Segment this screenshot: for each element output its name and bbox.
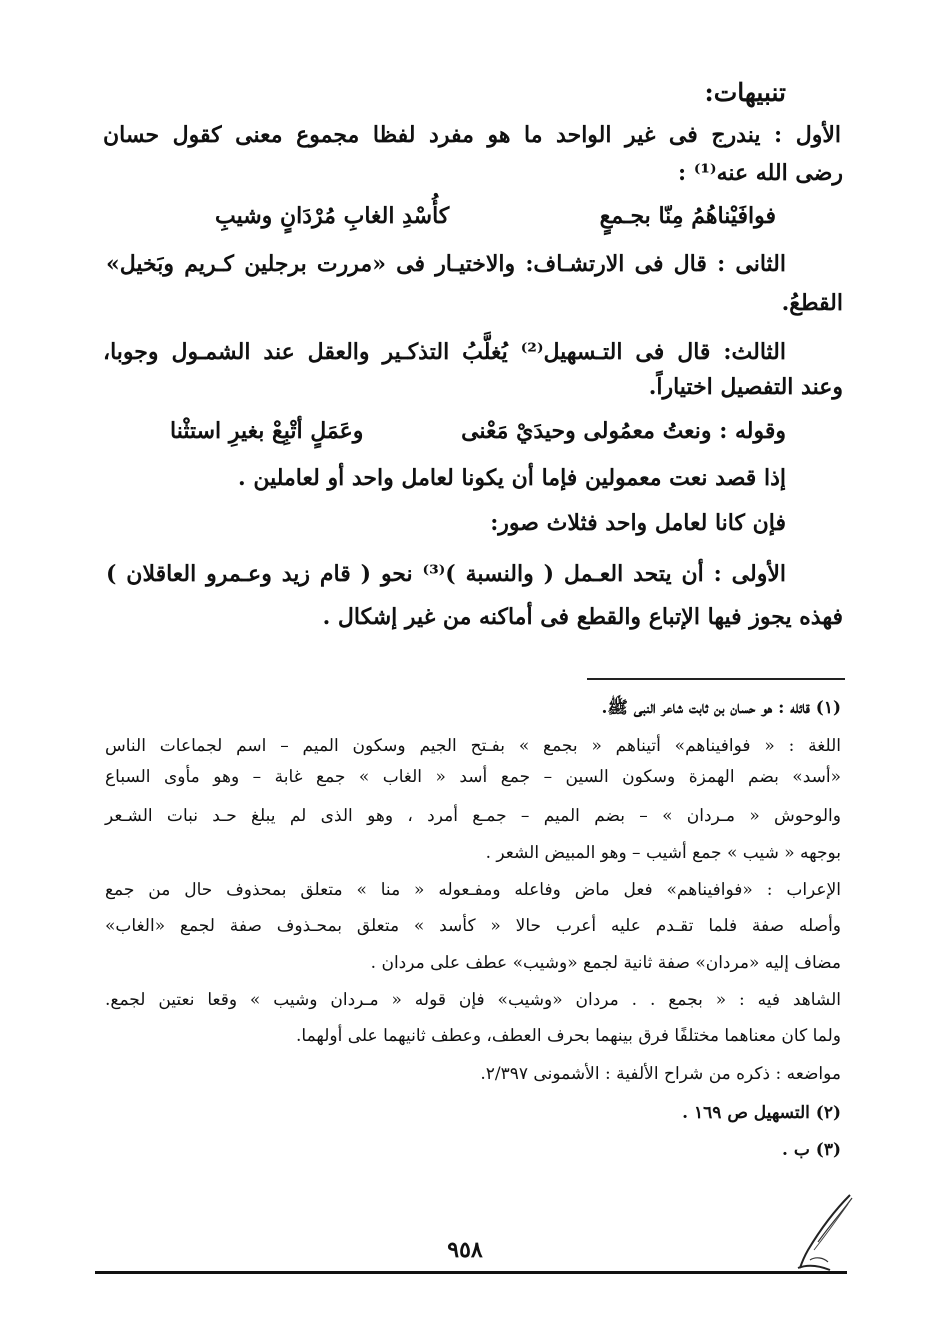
poem2-first-hemistich: وقوله : ونعتُ معمُولى وحيدَيْ مَعْنى bbox=[461, 418, 786, 444]
footnote-1-lexicon-1: اللغة : « فوافيناهم» أتيناهم « بجمع » بفـتح الجيم وسكون الميم – اسم لجماعات الناس bbox=[105, 736, 841, 756]
bottom-rule bbox=[95, 1271, 847, 1274]
main-line-10: فهذه يجوز فيها الإتباع والقطع فى أماكنه من غير إشكال . bbox=[322, 604, 843, 630]
footnote-1-parsing-2: وأصله صفة فلما تقـدم عليه أعرب حالا « كأسد » متعلق بمحـذوف صفة لجمع «الغاب» bbox=[105, 916, 841, 936]
main-line-8: فإن كانا لعامل واحد فثلاث صور: bbox=[490, 510, 786, 536]
main-line-6: وعند التفصيل اختياراً. bbox=[648, 374, 843, 400]
footnote-1-lexicon-2: «أسد» بضم الهمزة وسكون السين – جمع أسد « الغاب » جمع غابة – وهو مأوى السباع bbox=[105, 767, 841, 787]
main-line-1: الأول : يندرج فى غير الواحد ما هو مفرد لفظا مجموع معنى كقول حسان bbox=[103, 122, 841, 148]
footnote-separator bbox=[587, 678, 845, 680]
main-line-9: الأولى : أن يتحد العـمل ( والنسبة )⁽³⁾ نحو ( قام زيد وعـمرو العاقلان ) bbox=[106, 561, 786, 587]
poem2-second-hemistich: وعَمَلٍ أتْبِعْ بغيرِ استثْنا bbox=[170, 418, 364, 444]
quill-ornament-icon bbox=[790, 1190, 860, 1275]
page-number: ٩٥٨ bbox=[447, 1237, 483, 1263]
main-line-4: القطعُ. bbox=[781, 290, 843, 316]
main-line-5: الثالث: قال فى التـسهيل⁽²⁾ يُغلَّبُ التذكـير والعقل عند الشمـول وجوبا، bbox=[103, 339, 786, 365]
footnote-1-lexicon-3: والوحوش « مـردان » – بضم الميم – جمـع أمرد ، وهو الذى لم يبلغ حـد نبات الشـعر bbox=[105, 806, 841, 826]
main-line-3: الثانى : قال فى الارتشـاف: والاختيـار فى «مررت برجلين كـريم وبَخيل» bbox=[106, 251, 786, 277]
footnote-1-evidence-2: ولما كان معناهما مختلفًا فرق بينهما بحرف العطف، وعطف ثانيهما على أولهما. bbox=[296, 1026, 841, 1046]
poem1-first-hemistich: فوافَيْناهُمُ مِنّا بجـمعٍ bbox=[599, 203, 776, 229]
footnote-1: (١) قائله : هو حسان بن ثابت شاعر النبى ﷺ. bbox=[601, 698, 841, 718]
main-line-7: إذا قصد نعت معمولين فإما أن يكونا لعامل واحد أو لعاملين . bbox=[238, 465, 786, 491]
footnote-3: (٣) ب . bbox=[782, 1140, 841, 1160]
footnote-1-parsing-1: الإعراب : «فوافيناهم» فعل ماض وفاعله ومفـعوله « منا » متعلق بمحذوف حال من جمع bbox=[105, 880, 841, 900]
footnote-1-evidence-1: الشاهد فيه : « بجمع . . مردان «وشيب» فإن قوله « مـردان وشيب » وقعا نعتين لجمع. bbox=[105, 990, 841, 1010]
footnote-1-parsing-3: مضاف إليه «مردان» صفة ثانية لجمع «وشيب» عطف على مردان . bbox=[370, 953, 841, 973]
footnote-1-lexicon-4: بوجهه « شيب » جمع أشيب – وهو المبيض الشعر . bbox=[485, 843, 841, 863]
footnote-1-sources: مواضعه : ذكره من شراح الألفية : الأشمونى ٢/٣٩٧. bbox=[480, 1064, 841, 1084]
poem1-second-hemistich: كأُسْدِ الغابِ مُرْدَانٍ وشيبِ bbox=[215, 203, 450, 229]
footnote-2: (٢) التسهيل ص ١٦٩ . bbox=[682, 1103, 841, 1123]
main-line-2: رضى الله عنه⁽¹⁾ : bbox=[678, 160, 843, 186]
page-heading: تنبيهات: bbox=[704, 78, 786, 107]
